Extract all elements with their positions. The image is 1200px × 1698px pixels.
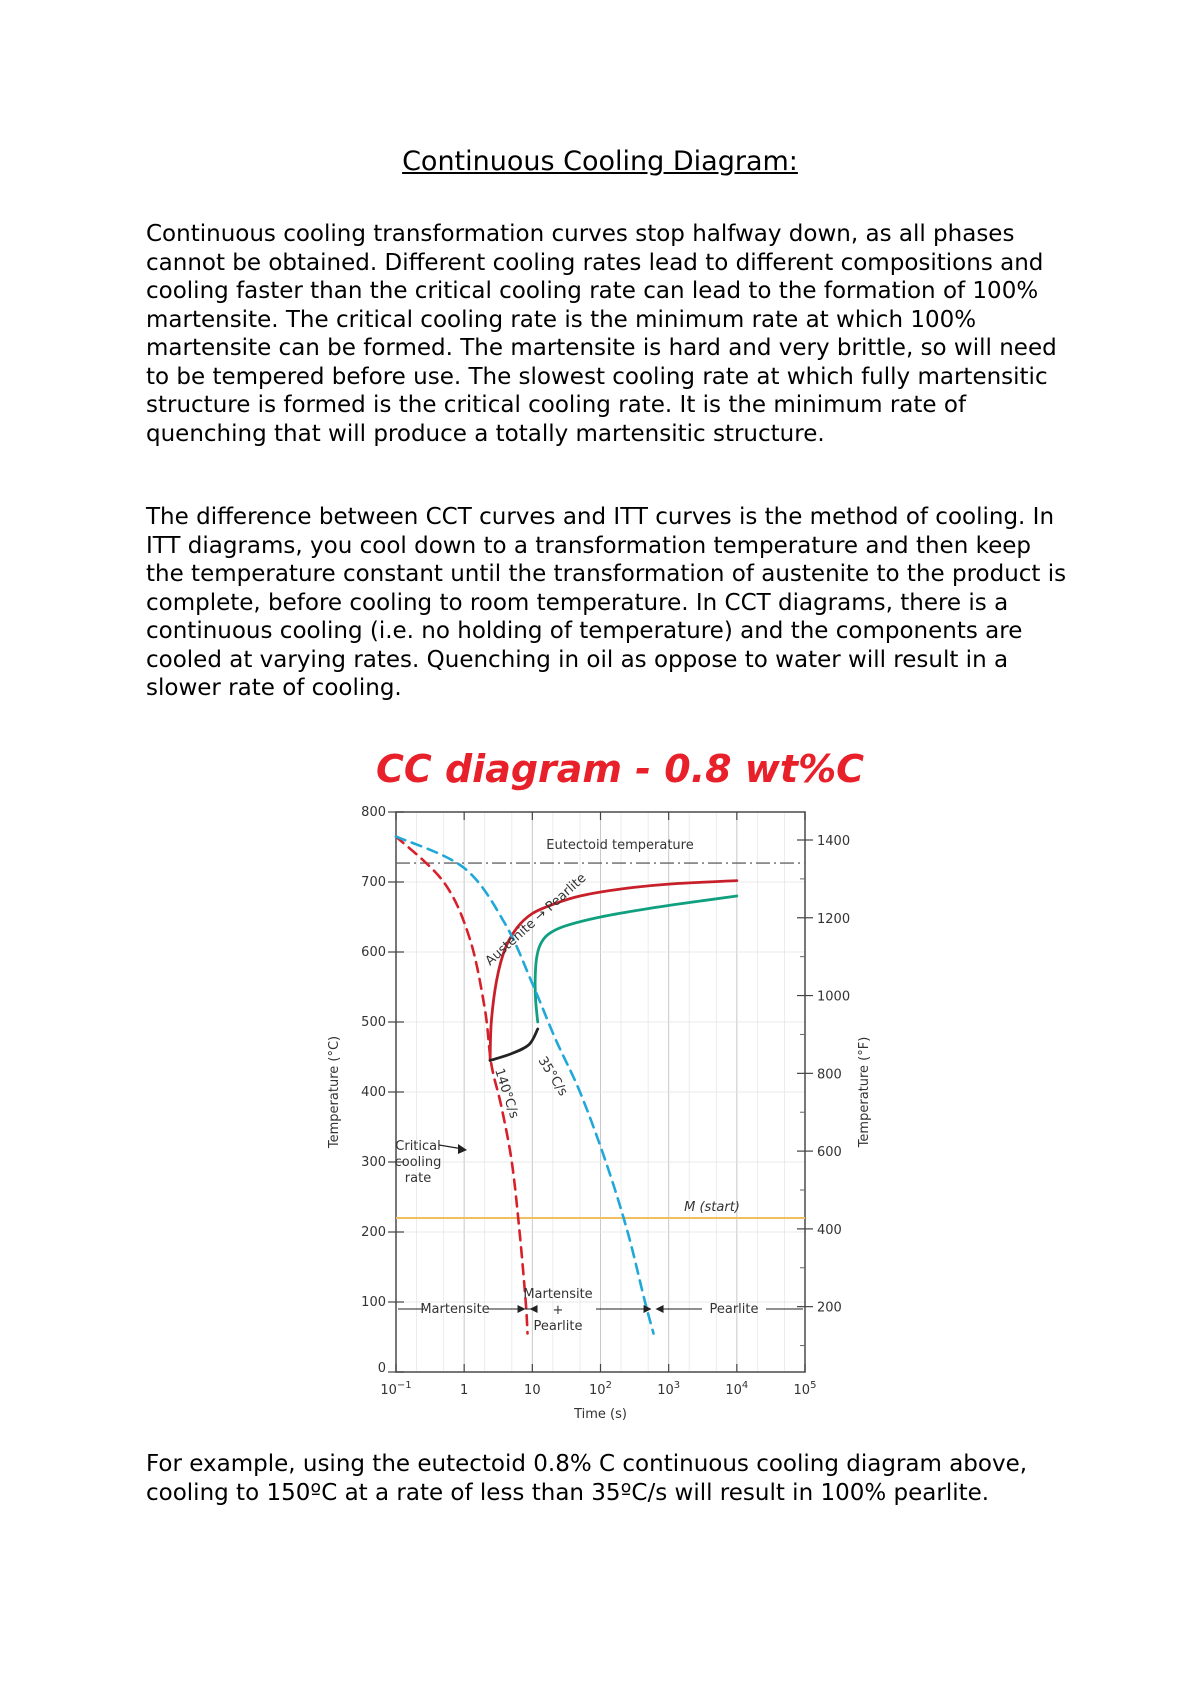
y2-tick-label: 1000 — [817, 989, 851, 1005]
y2-tick-label: 1200 — [817, 911, 851, 927]
y-tick-label: 800 — [361, 805, 386, 820]
y-tick-label: 700 — [361, 875, 386, 890]
x-tick-label: $10^4$ — [725, 1380, 749, 1398]
y-tick-label: 500 — [361, 1015, 386, 1030]
y-tick-label: 200 — [361, 1225, 386, 1240]
mixed-arrow-head-left — [530, 1305, 538, 1313]
y2-tick-label: 800 — [817, 1067, 842, 1083]
x-tick-label: 10 — [524, 1383, 541, 1398]
chart-title: CC diagram - 0.8 wt%C — [375, 747, 865, 791]
x-tick-label: $10^5$ — [793, 1380, 817, 1398]
x-tick-label: $10^2$ — [589, 1380, 612, 1398]
rate-35-label: 35°C/s — [534, 1054, 571, 1099]
y2-axis-label: Temperature (°F) — [857, 1036, 872, 1148]
x-tick-label: $10^{-1}$ — [380, 1380, 412, 1398]
y-tick-label: 600 — [361, 945, 386, 960]
curve-rate-35 — [396, 837, 654, 1334]
paragraph-critical-cooling: Continuous cooling transformation curves stop halfway down, as all phases cannot be obtained. Different cooling rates lead to different compositions and cooling faster than the critical cooling rate can lead to the formation of 100% martensite. The critical cooling rate is the minimum rate at which 100% martensite can be formed. The martensite is hard and very brittle, so will need to be tempered before use. The slowest cooling rate at which fully martensitic structure is formed is the critical cooling rate. It is the minimum rate of quenching that will produce a totally martensitic structure. — [146, 221, 1057, 447]
y-tick-label: 100 — [361, 1295, 386, 1310]
page-title: Continuous Cooling Diagram: — [402, 146, 798, 177]
mixed-region-label: + — [552, 1303, 564, 1318]
mixed-region-label: Martensite — [523, 1287, 593, 1302]
rate-140-label: 140°C/s — [491, 1066, 522, 1121]
curve-transformation-end — [535, 896, 737, 1022]
mixed-region-label: Pearlite — [533, 1319, 583, 1334]
pearlite-arrow-head — [656, 1305, 664, 1313]
y2-tick-label: 200 — [817, 1300, 842, 1316]
x-tick-label: 1 — [460, 1383, 469, 1398]
y2-tick-label: 400 — [817, 1222, 842, 1238]
eutectoid-label: Eutectoid temperature — [546, 838, 694, 854]
critical-arrow-head — [458, 1144, 467, 1154]
critical-cooling-rate-label: Critical — [395, 1139, 441, 1154]
y-axis-label: Temperature (°C) — [327, 1035, 342, 1149]
x-axis-label: Time (s) — [574, 1407, 627, 1420]
martensite-region-label: Martensite — [420, 1302, 490, 1317]
curve-partial-boundary — [490, 1029, 538, 1061]
y2-tick-label: 600 — [817, 1145, 842, 1161]
y-tick-label: 0 — [377, 1361, 386, 1376]
cc-diagram-chart — [300, 740, 900, 1420]
pearlite-region-label: Pearlite — [709, 1302, 759, 1317]
y2-tick-label: 1400 — [817, 834, 851, 849]
critical-cooling-rate-label: rate — [404, 1171, 432, 1186]
y-tick-label: 300 — [361, 1155, 386, 1170]
x-tick-label: $10^3$ — [657, 1380, 681, 1398]
m-start-label: M (start) — [684, 1200, 740, 1215]
paragraph-example: For example, using the eutectoid 0.8% C continuous cooling diagram above, cooling to 150ºC at a rate of less than 35ºC/s will result in 100% pearlite. — [146, 1451, 1028, 1506]
paragraph-cct-vs-itt: The difference between CCT curves and ITT curves is the method of cooling. In ITT diagrams, you cool down to a transformation temperature and then keep the temperature constant until the transformation of austenite to the product is complete, before cooling to room temperature. In CCT diagrams, there is a continuous cooling (i.e. no holding of temperature) and the components are cooled at varying rates. Quenching in oil as oppose to water will result in a slower rate of cooling. — [146, 504, 1067, 701]
critical-cooling-rate-label: cooling — [394, 1155, 442, 1170]
austenite-pearlite-label: Austenite → Pearlite — [482, 870, 590, 969]
mixed-arrow-head-right — [644, 1305, 652, 1313]
y-tick-label: 400 — [361, 1085, 386, 1100]
